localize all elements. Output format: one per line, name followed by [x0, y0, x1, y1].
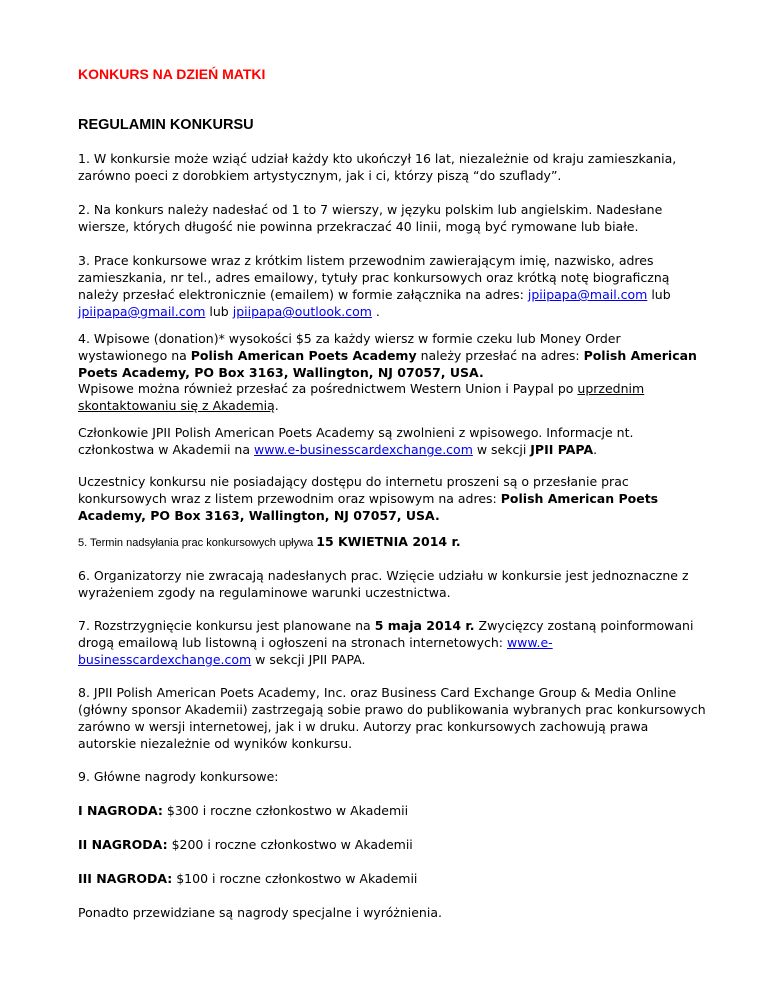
postal-note: Uczestnicy konkursu nie posiadający dostępu do internetu proszeni są o przesłanie prac konkursowych wraz z listem przewodnim oraz wpisowym na adres: Polish American Poets Academy, PO Box 3163, Wallington, NJ 07057, USA.	[78, 474, 659, 523]
members-note: Członkowie JPII Polish American Poets Academy są zwolnieni z wpisowego. Informacje nt. członkostwa w Akademii na www.e-businesscardexchange.com w sekcji JPII PAPA.	[78, 425, 634, 457]
rule-7: 7. Rozstrzygnięcie konkursu jest planowane na 5 maja 2014 r. Zwycięzcy zostaną poinformowani drogą emailową lub listowną i ogłoszeni na stronach internetowych: www.e-businesscardexchange.com w sekcji JPII PAPA.	[78, 618, 694, 667]
special-prizes-note: Ponadto przewidziane są nagrody specjalne i wyróżnienia.	[78, 905, 442, 920]
rule-6: 6. Organizatorzy nie zwracają nadesłanych prac. Wzięcie udziału w konkursie jest jednoznaczne z wyrażeniem zgody na regulaminowe warunki uczestnictwa.	[78, 568, 689, 600]
email-link-outlook[interactable]: jpiipapa@outlook.com	[232, 304, 372, 319]
rule-2: 2. Na konkurs należy nadesłać od 1 to 7 wierszy, w języku polskim lub angielskim. Nadesłane wiersze, których długość nie powinna przekraczać 40 linii, mogą być rymowane lub białe.	[78, 202, 663, 234]
prize-3: III NAGRODA: $100 i roczne członkostwo w Akademii	[78, 871, 418, 886]
email-link-mail[interactable]: jpiipapa@mail.com	[527, 287, 648, 302]
website-link[interactable]: www.e-businesscardexchange.com	[253, 442, 473, 457]
rules-heading: REGULAMIN KONKURSU	[78, 117, 254, 133]
payment-note: Wpisowe można również przesłać za pośrednictwem Western Union i Paypal po uprzednim skontaktowaniu się z Akademią.	[78, 381, 645, 413]
rule-8: 8. JPII Polish American Poets Academy, Inc. oraz Business Card Exchange Group & Media Online (główny sponsor Akademii) zastrzegają sobie prawo do publikowania wybranych prac konkursowych zarówno w wersji internetowej, jak i w druku. Autorzy prac konkursowych zachowują prawa autorskie niezależnie od wyników konkursu.	[78, 685, 706, 751]
rule-9: 9. Główne nagrody konkursowe:	[78, 769, 279, 784]
prize-2: II NAGRODA: $200 i roczne członkostwo w Akademii	[78, 837, 413, 852]
rule-4: 4. Wpisowe (donation)* wysokości $5 za każdy wiersz w formie czeku lub Money Order wystawionego na Polish American Poets Academy należy przesłać na adres: Polish American Poets Academy, PO Box 3163, Wallington, NJ 07057, USA.	[78, 331, 697, 380]
website-link-2[interactable]: www.e-businesscardexchange.com	[78, 635, 553, 667]
rule-1: 1. W konkursie może wziąć udział każdy kto ukończył 16 lat, niezależnie od kraju zamieszkania, zarówno poeci z dorobkiem artystycznym, jak i ci, którzy piszą “do szuflady”.	[78, 151, 677, 183]
rule-5: 5. Termin nadsyłania prac konkursowych upływa 15 KWIETNIA 2014 r.	[78, 534, 461, 549]
email-link-gmail[interactable]: jpiipapa@gmail.com	[78, 304, 206, 319]
document-title: KONKURS NA DZIEŃ MATKI	[78, 66, 266, 82]
rule-3: 3. Prace konkursowe wraz z krótkim listem przewodnim zawierającym imię, nazwisko, adres zamieszkania, nr tel., adres emailowy, tytuły prac konkursowych oraz krótką notę biograficzną należy przesłać elektronicznie (emailem) w formie załącznika na adres: jpiipapa@mail.com lub jpiipapa@gmail.com lub jpiipapa@outlook.com .	[78, 253, 671, 319]
prize-1: I NAGRODA: $300 i roczne członkostwo w Akademii	[78, 803, 409, 818]
